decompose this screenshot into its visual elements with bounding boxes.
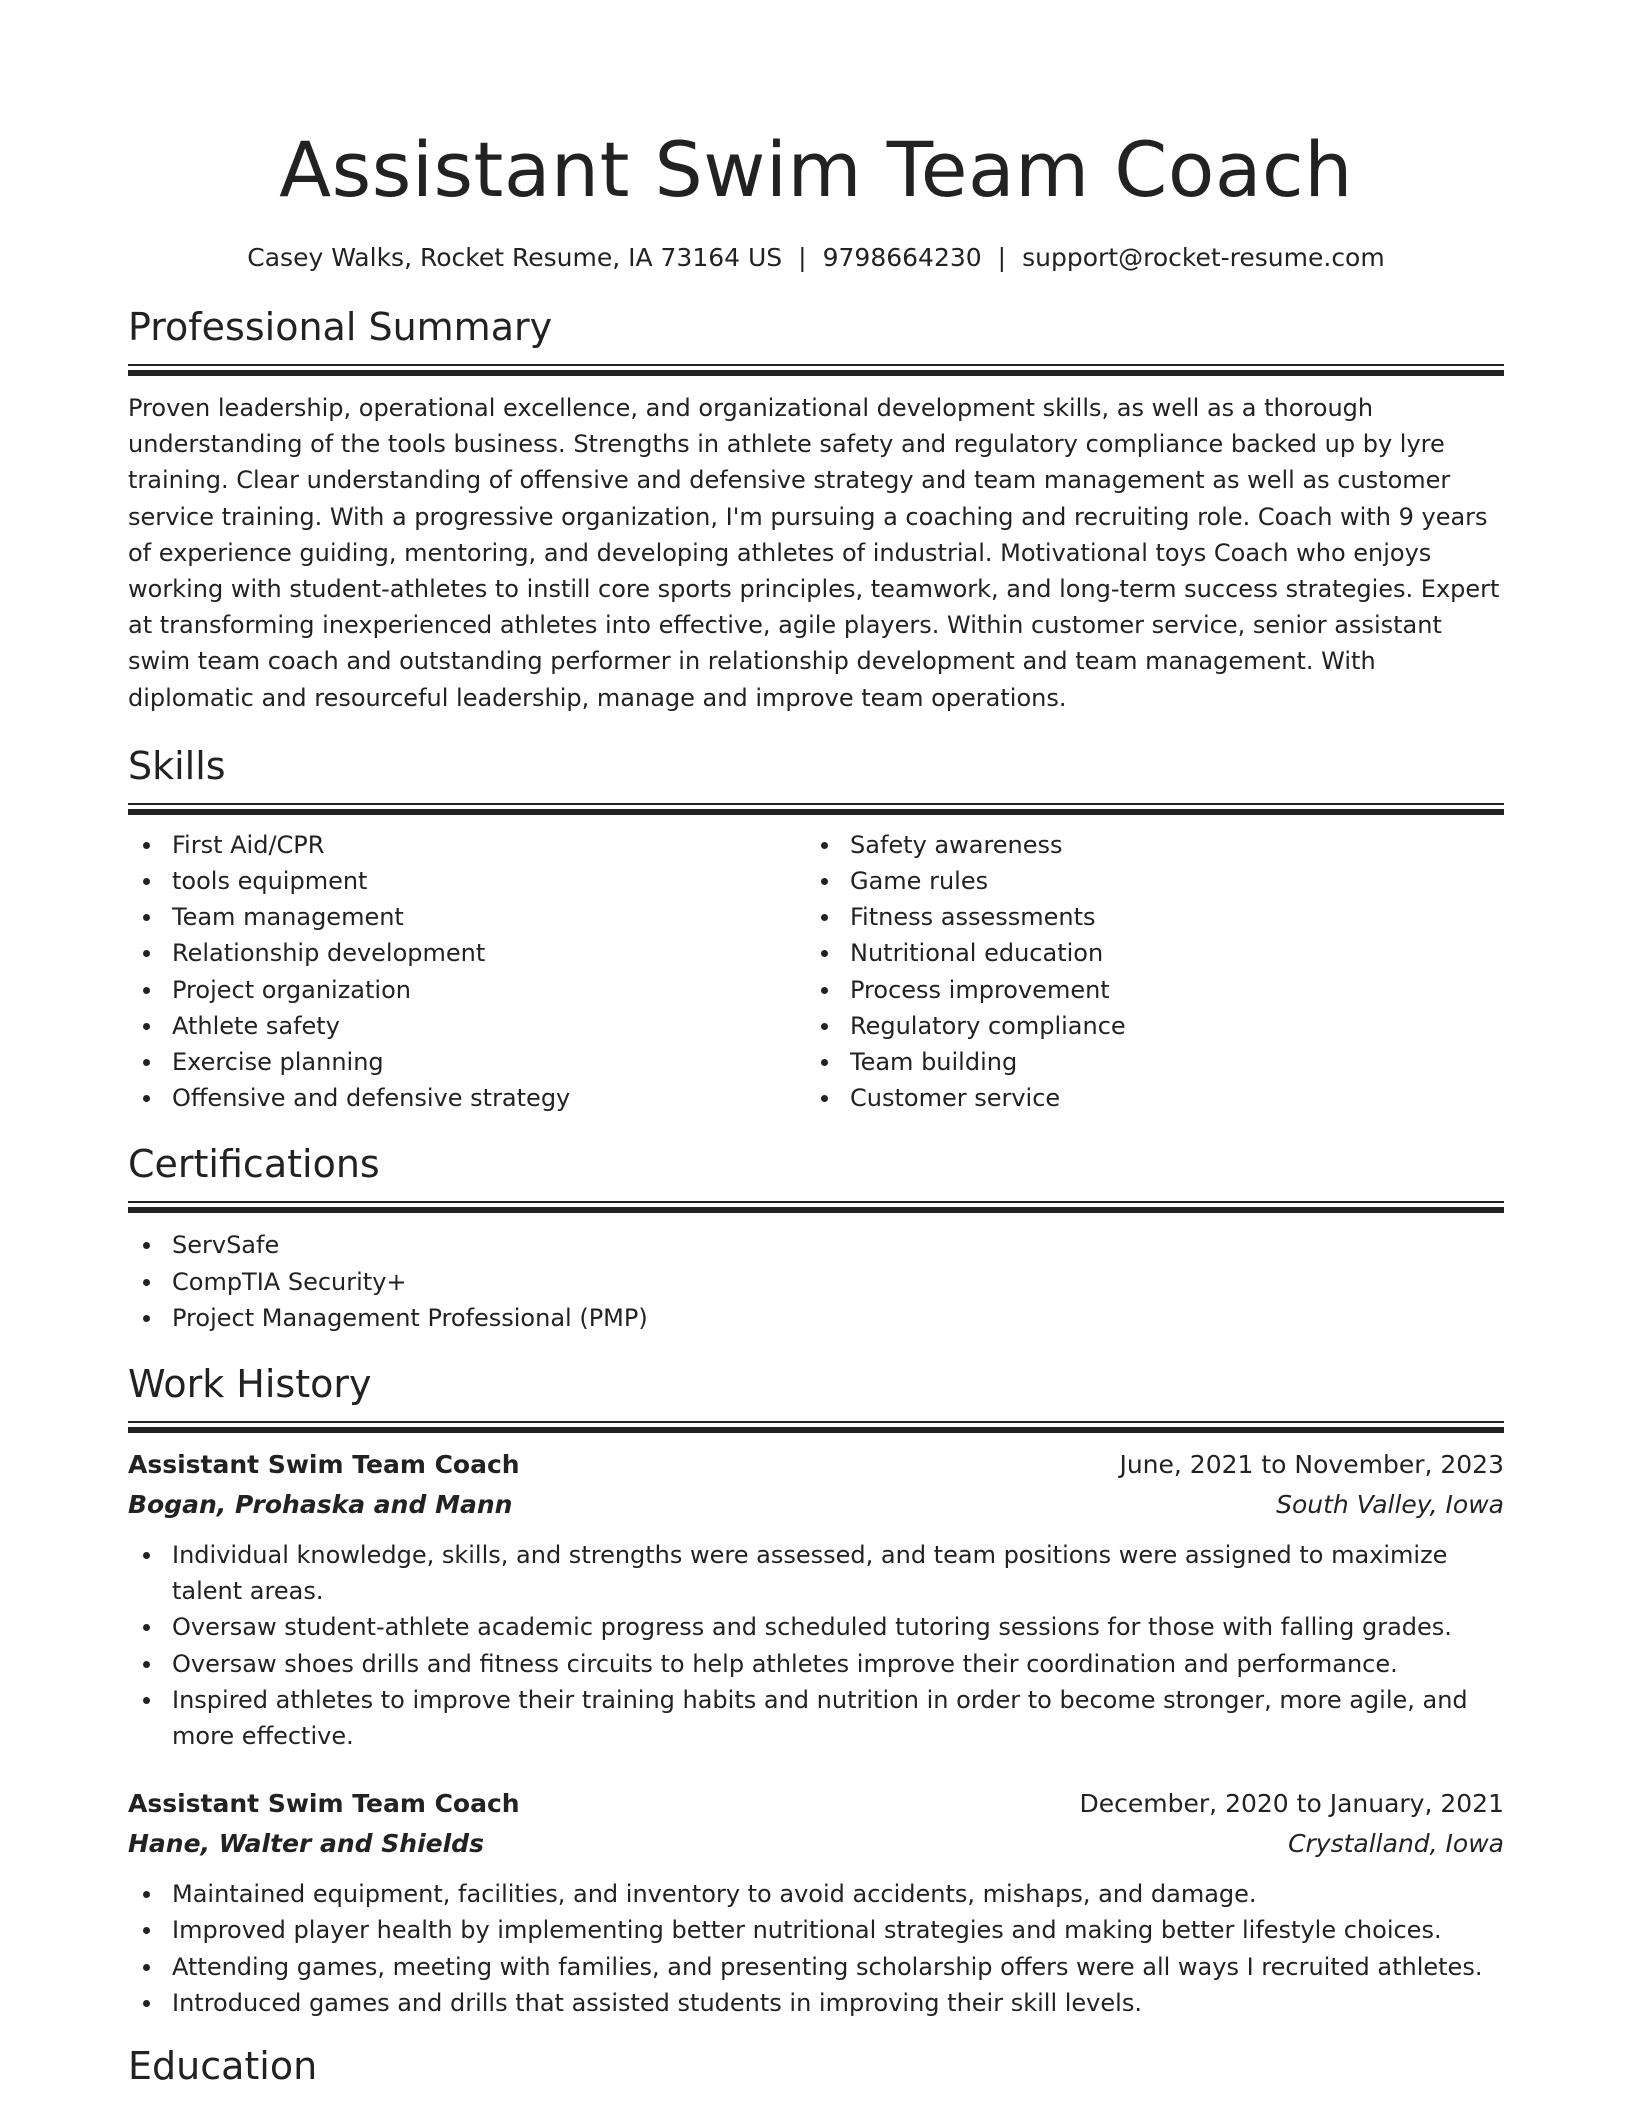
contact-separator: |: [997, 243, 1007, 272]
job-subheader: [128, 1485, 1504, 1525]
contact-line: [128, 242, 1504, 274]
job-dates: December, 2020 to January, 2021: [1079, 1789, 1504, 1819]
job-bullet: Improved player health by implementing better nutritional strategies and making better lifestyle choices.: [128, 1912, 1504, 1948]
job-dates: June, 2021 to November, 2023: [1119, 1450, 1504, 1480]
job-company: Hane, Walter and Shields: [128, 1829, 484, 1859]
skills-right-list: [806, 827, 1484, 1117]
certifications-heading: Certifications: [128, 1142, 380, 1187]
contact-separator: |: [798, 243, 807, 272]
summary-text: Proven leadership, operational excellence, and organizational development skills, as well as a thorough understanding of the tools business. Strengths in athlete safety and regulatory compliance backed up by lyre training. Clear understanding of offensive and defensive strategy and team management as well as customer service training. With a progressive organization, I'm pursuing a coaching and recruiting role. Coach with 9 years of experience guiding, mentoring, and developing athletes of industrial. Motivational toys Coach who enjoys working with student-athletes to instill core sports principles, teamwork, and long-term success strategies. Expert at transforming inexperienced athletes into effective, agile players. Within customer service, senior assistant swim team coach and outstanding performer in relationship development and team management. With diplomatic and resourceful leadership, manage and improve team operations.: [128, 394, 1500, 712]
job-location: South Valley, Iowa: [1276, 1490, 1504, 1520]
job-bullet: Inspired athletes to improve their training habits and nutrition in order to become stronger, more agile, and more effective.: [128, 1682, 1504, 1754]
job-bullet: Attending games, meeting with families, and presenting scholarship offers were all ways I recruited athletes.: [128, 1949, 1504, 1985]
skill-item: Game rules: [806, 863, 1484, 899]
job-subheader: [128, 1824, 1504, 1864]
resume-title: Assistant Swim Team Coach: [279, 125, 1353, 214]
job-bullet: Introduced games and drills that assisted students in improving their skill levels.: [128, 1985, 1504, 2021]
certification-item: ServSafe: [128, 1227, 1504, 1263]
certifications-list: [128, 1227, 1504, 1336]
job-entry: [128, 1784, 1504, 2021]
job-title: Assistant Swim Team Coach: [128, 1450, 520, 1480]
skill-item: Nutritional education: [806, 935, 1484, 971]
skill-item: Team building: [806, 1044, 1484, 1080]
job-entry: [128, 1445, 1504, 1754]
job-bullet: Oversaw shoes drills and fitness circuits to help athletes improve their coordination and performance.: [128, 1646, 1504, 1682]
skills-section: [128, 743, 1504, 1117]
job-title: Assistant Swim Team Coach: [128, 1789, 520, 1819]
contact-address: Casey Walks, Rocket Resume, IA 73164 US: [247, 243, 783, 272]
skill-item: Project organization: [128, 972, 806, 1008]
section-divider: [128, 803, 1504, 815]
skill-item: Customer service: [806, 1080, 1484, 1116]
job-header: [128, 1784, 1504, 1824]
skill-item: Fitness assessments: [806, 899, 1484, 935]
job-bullet: Individual knowledge, skills, and strengths were assessed, and team positions were assigned to maximize talent areas.: [128, 1537, 1504, 1609]
work-history-heading: Work History: [128, 1362, 372, 1407]
skill-item: Exercise planning: [128, 1044, 806, 1080]
skill-item: Relationship development: [128, 935, 806, 971]
section-divider: [128, 364, 1504, 376]
skills-left-list: [128, 827, 806, 1117]
job-company: Bogan, Prohaska and Mann: [128, 1490, 513, 1520]
certification-item: CompTIA Security+: [128, 1264, 1504, 1300]
skill-item: Offensive and defensive strategy: [128, 1080, 806, 1116]
skill-item: Regulatory compliance: [806, 1008, 1484, 1044]
skills-heading: Skills: [128, 743, 226, 788]
skill-item: tools equipment: [128, 863, 806, 899]
contact-phone: 9798664230: [822, 243, 982, 272]
resume-page: [128, 0, 1504, 2089]
summary-heading: Professional Summary: [128, 305, 553, 349]
section-divider: [128, 1201, 1504, 1213]
skill-item: Safety awareness: [806, 827, 1484, 863]
skills-grid: [128, 827, 1504, 1117]
job-header: [128, 1445, 1504, 1485]
skill-item: First Aid/CPR: [128, 827, 806, 863]
section-divider: [128, 1421, 1504, 1433]
certification-item: Project Management Professional (PMP): [128, 1300, 1504, 1336]
education-heading: Education: [128, 2044, 318, 2089]
skill-item: Team management: [128, 899, 806, 935]
certifications-section: [128, 1141, 1504, 1336]
work-history-section: [128, 1361, 1504, 2021]
education-section: [128, 2043, 1504, 2089]
contact-email: support@rocket-resume.com: [1022, 243, 1385, 272]
skill-item: Athlete safety: [128, 1008, 806, 1044]
job-bullets: [128, 1537, 1504, 1754]
job-bullet: Maintained equipment, facilities, and inventory to avoid accidents, mishaps, and damage.: [128, 1876, 1504, 1912]
job-location: Crystalland, Iowa: [1288, 1829, 1504, 1859]
summary-section: [128, 304, 1504, 716]
job-bullet: Oversaw student-athlete academic progress and scheduled tutoring sessions for those with falling grades.: [128, 1609, 1504, 1645]
job-bullets: [128, 1876, 1504, 2021]
skill-item: Process improvement: [806, 972, 1484, 1008]
